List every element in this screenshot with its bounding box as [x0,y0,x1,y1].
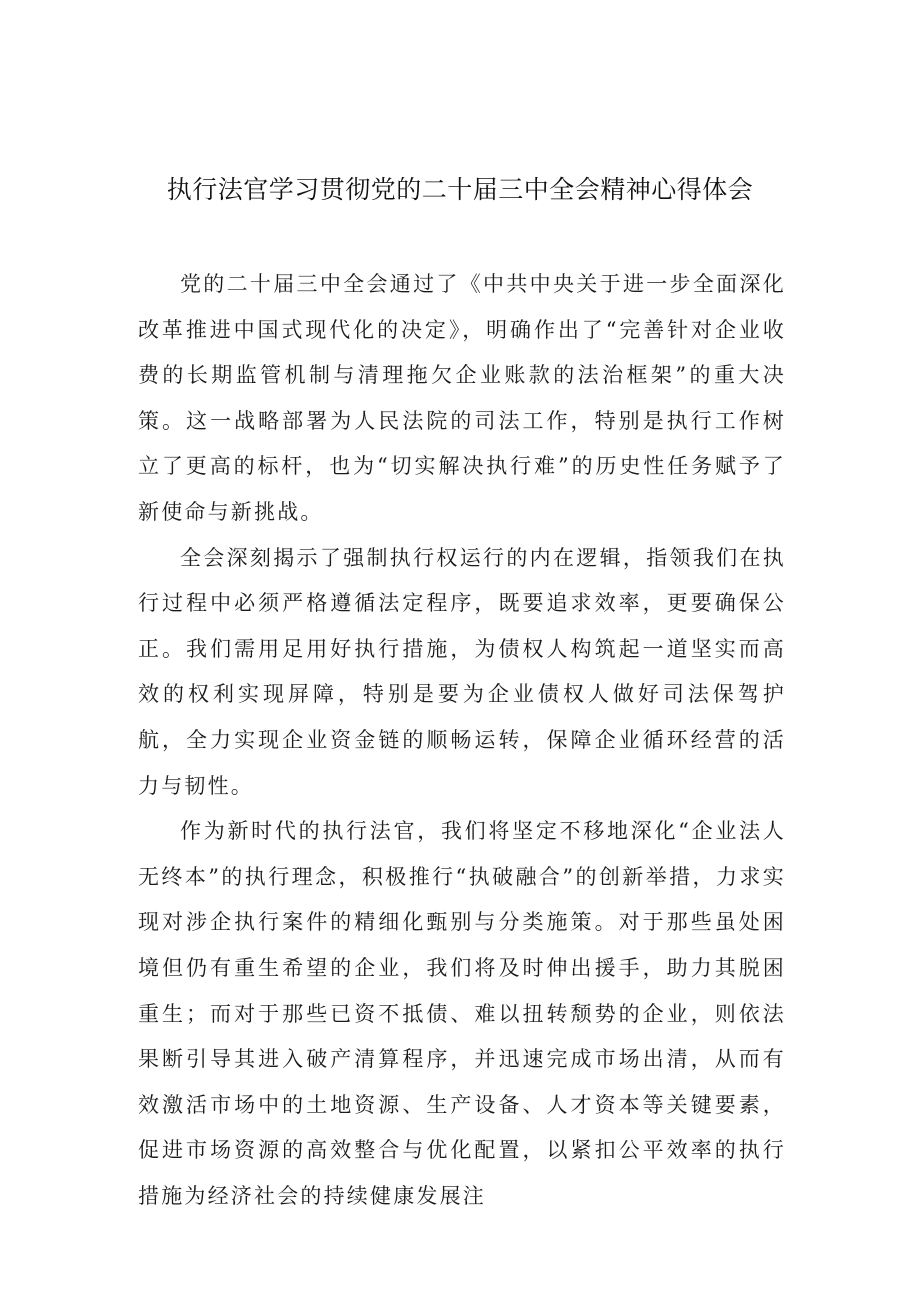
document-body [138,262,786,1219]
paragraph-3: 作为新时代的执行法官，我们将坚定不移地深化“企业法人无终本”的执行理念，积极推行“执破融合”的创新举措，力求实现对涉企执行案件的精细化甄别与分类施策。对于那些虽处困境但仍有重生希望的企业，我们将及时伸出援手，助力其脱困重生；而对于那些已资不抵债、难以扭转颓势的企业，则依法果断引导其进入破产清算程序，并迅速完成市场出清，从而有效激活市场中的土地资源、生产设备、人才资本等关键要素，促进市场资源的高效整合与优化配置，以紧扣公平效率的执行措施为经济社会的持续健康发展注 [138,819,786,1208]
document-title: 执行法官学习贯彻党的二十届三中全会精神心得体会 [166,175,754,204]
paragraph-2: 全会深刻揭示了强制执行权运行的内在逻辑，指领我们在执行过程中必须严格遵循法定程序，既要追求效率，更要确保公正。我们需用足用好执行措施，为债权人构筑起一道坚实而高效的权利实现屏障，特别是要为企业债权人做好司法保驾护航，全力实现企业资金链的顺畅运转，保障企业循环经营的活力与韧性。 [138,545,786,798]
paragraph-1: 党的二十届三中全会通过了《中共中央关于进一步全面深化改革推进中国式现代化的决定》，明确作出了“完善针对企业收费的长期监管机制与清理拖欠企业账款的法治框架”的重大决策。这一战略部署为人民法院的司法工作，特别是执行工作树立了更高的标杆，也为“切实解决执行难”的历史性任务赋予了新使命与新挑战。 [138,272,786,524]
